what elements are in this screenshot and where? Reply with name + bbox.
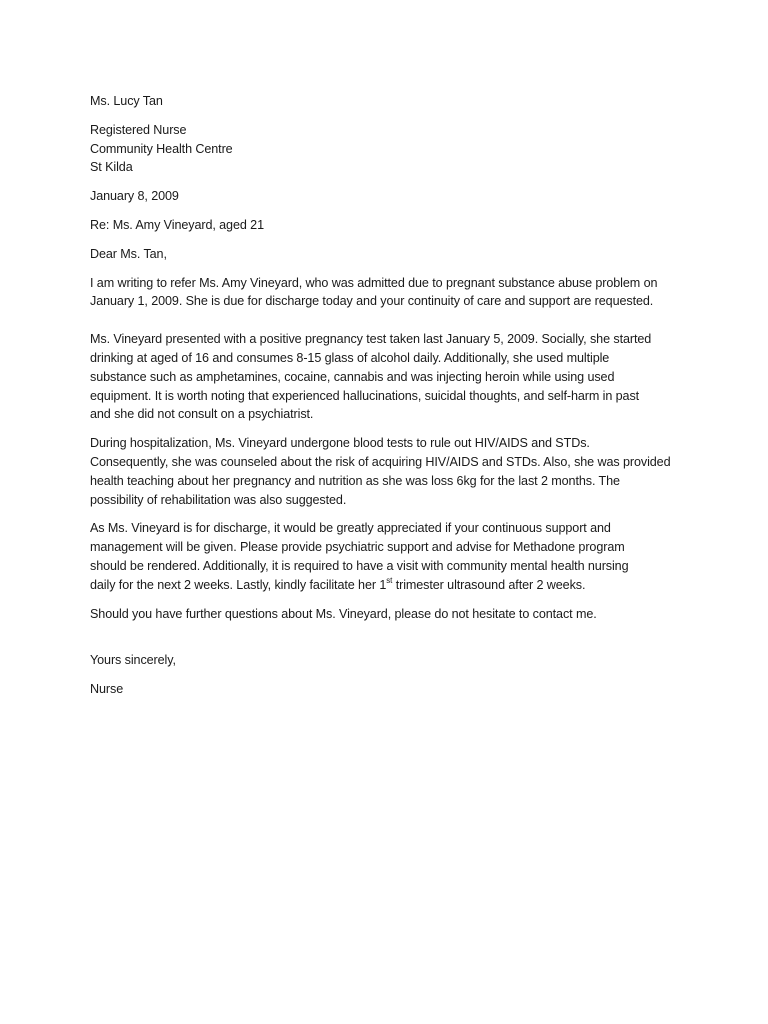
subject-block [90, 216, 690, 235]
paragraph-line: health teaching about her pregnancy and nutrition as she was loss 6kg for the last 2 months. The [90, 473, 620, 488]
signature: Nurse [90, 682, 124, 697]
paragraph-line: management will be given. Please provide psychiatric support and advise for Methadone program [90, 540, 625, 555]
paragraph-line: possibility of rehabilitation was also suggested. [90, 492, 347, 507]
recipient-title: Registered Nurse [90, 122, 187, 137]
line-text-after: trimester ultrasound after 2 weeks. [392, 577, 586, 592]
salutation: Dear Ms. Tan, [90, 246, 167, 261]
closing: Yours sincerely, [90, 653, 176, 668]
paragraph-history [90, 330, 690, 424]
paragraph-line: During hospitalization, Ms. Vineyard undergone blood tests to rule out HIV/AIDS and STDs. [90, 436, 590, 451]
recipient-organization: Community Health Centre [90, 141, 233, 156]
paragraph-line: Should you have further questions about Ms. Vineyard, please do not hesitate to contact me. [90, 606, 597, 621]
paragraph-line: Ms. Vineyard presented with a positive pregnancy test taken last January 5, 2009. Socially, she started [90, 332, 652, 347]
letter-date: January 8, 2009 [90, 189, 179, 204]
paragraph-line: should be rendered. Additionally, it is required to have a visit with community mental health nursing [90, 558, 629, 573]
paragraph-contact [90, 605, 690, 624]
paragraph-line: I am writing to refer Ms. Amy Vineyard, who was admitted due to pregnant substance abuse problem on [90, 275, 658, 290]
ordinal-superscript: st [386, 575, 393, 585]
paragraph-discharge-plan [90, 519, 690, 594]
paragraph-hospitalization [90, 434, 690, 509]
paragraph-line: and she did not consult on a psychiatrist. [90, 407, 314, 422]
closing-block [90, 651, 690, 670]
line-text-before: daily for the next 2 weeks. Lastly, kindly facilitate her 1 [90, 577, 387, 592]
letter-body [90, 92, 690, 709]
paragraph-line: As Ms. Vineyard is for discharge, it would be greatly appreciated if your continuous support and [90, 521, 611, 536]
recipient-location: St Kilda [90, 160, 133, 175]
paragraph-referral [90, 274, 690, 312]
paragraph-line-with-superscript [90, 576, 690, 595]
date-block [90, 187, 690, 206]
paragraph-line: Consequently, she was counseled about the risk of acquiring HIV/AIDS and STDs. Also, she was provided [90, 454, 671, 469]
salutation-block [90, 245, 690, 264]
paragraph-line: January 1, 2009. She is due for discharge today and your continuity of care and support are requested. [90, 294, 654, 309]
recipient-address-block [90, 121, 690, 177]
recipient-name-block [90, 92, 690, 111]
recipient-name: Ms. Lucy Tan [90, 94, 163, 108]
letter-subject: Re: Ms. Amy Vineyard, aged 21 [90, 217, 264, 232]
paragraph-line: drinking at aged of 16 and consumes 8-15 glass of alcohol daily. Additionally, she used multiple [90, 350, 610, 365]
paragraph-line: equipment. It is worth noting that experienced hallucinations, suicidal thoughts, and self-harm in past [90, 388, 640, 403]
signature-block [90, 680, 690, 699]
paragraph-line: substance such as amphetamines, cocaine, cannabis and was injecting heroin while using used [90, 369, 615, 384]
